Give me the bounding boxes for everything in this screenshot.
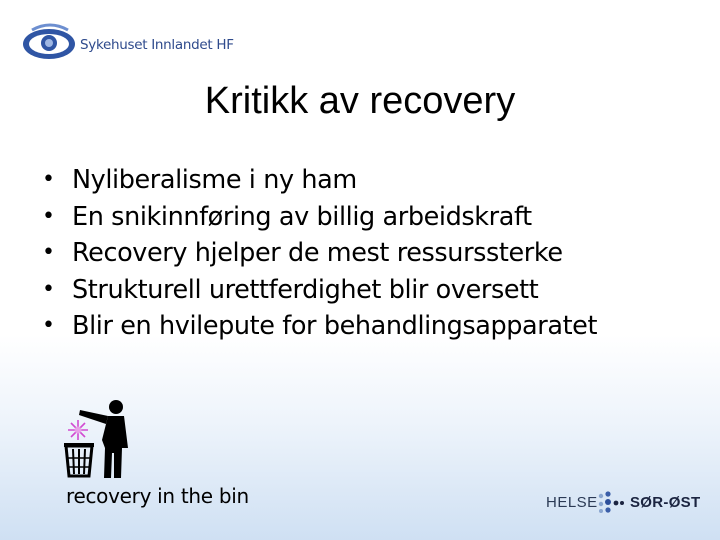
image-caption: recovery in the bin	[66, 484, 249, 508]
recovery-bin-figure	[58, 398, 148, 480]
logo-text: Sykehuset Innlandet HF	[80, 37, 234, 53]
footer-helse-text: HELSE	[546, 494, 598, 511]
bullet-dot: •	[42, 276, 55, 302]
bullet-text: Blir en hvilepute for behandlingsapparatet	[72, 311, 598, 341]
person-throwing-in-bin-icon	[58, 398, 148, 480]
helse-sor-ost-logo	[546, 488, 706, 518]
bullet-text: Strukturell urettferdighet blir oversett	[72, 274, 539, 305]
bullet-list	[42, 162, 702, 345]
bullet-item	[42, 235, 702, 272]
hospital-logo	[22, 22, 234, 64]
bullet-dot: •	[42, 240, 55, 265]
bullet-text: En snikinnføring av billig arbeidskraft	[72, 201, 532, 232]
bullet-text: Recovery hjelper de mest ressurssterke	[72, 238, 563, 268]
helse-dots-icon	[596, 490, 628, 518]
slide-title: Kritikk av recovery	[204, 80, 516, 122]
bullet-dot: •	[42, 167, 55, 192]
bullet-text: Nyliberalisme i ny ham	[72, 165, 357, 195]
footer-sor-ost-text: SØR-ØST	[630, 494, 701, 511]
bullet-item	[42, 308, 702, 345]
bullet-item	[42, 199, 702, 236]
bullet-dot: •	[42, 203, 55, 229]
eye-logo-icon	[22, 22, 78, 64]
bullet-item	[42, 272, 702, 309]
bullet-item	[42, 162, 702, 199]
bullet-dot: •	[42, 313, 55, 338]
